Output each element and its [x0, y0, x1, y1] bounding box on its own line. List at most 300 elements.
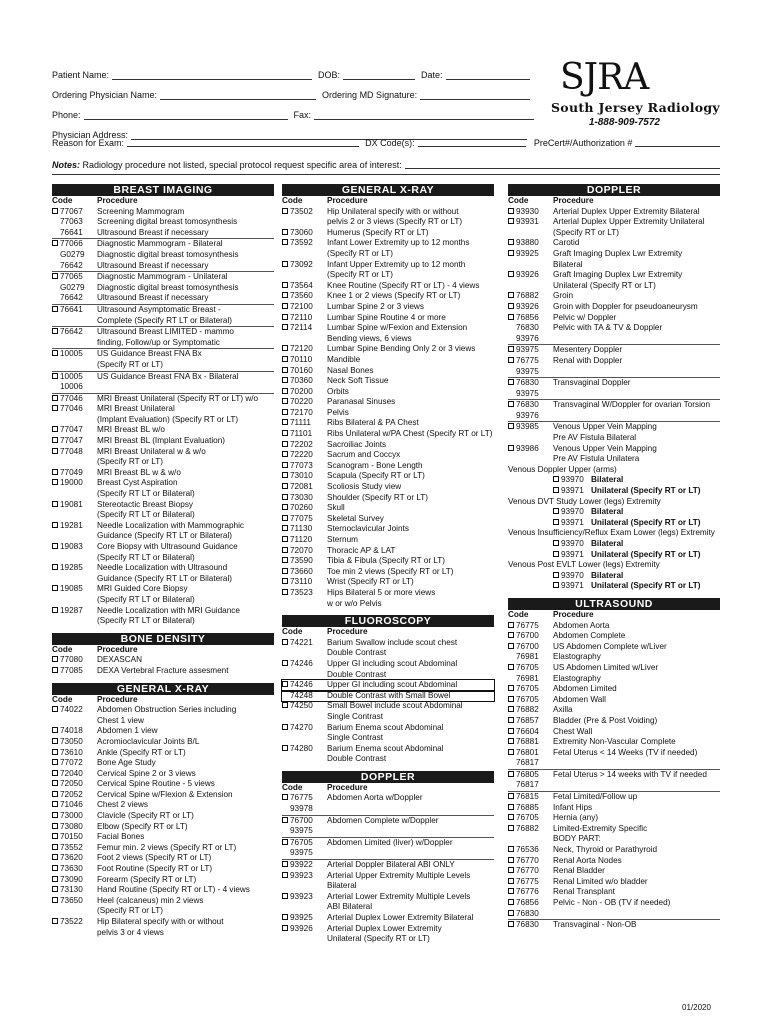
checkbox[interactable]: [52, 749, 58, 755]
procedure-name: Femur min. 2 views (Specify RT or LT): [97, 842, 237, 852]
procedure-name: MRI Breast BL w/o: [97, 425, 165, 435]
procedure-row: [52, 372, 274, 383]
checkbox[interactable]: [282, 639, 288, 645]
checkbox[interactable]: [508, 271, 514, 277]
procedure-code: [52, 372, 97, 383]
procedure-name: Lumbar Spine w/Fexion and Extension Bending views, 6 views: [327, 323, 468, 343]
checkbox[interactable]: [282, 377, 288, 383]
checkbox[interactable]: [52, 876, 58, 882]
checkbox[interactable]: [282, 356, 288, 362]
procedure-row: [52, 758, 274, 769]
checkbox[interactable]: [508, 749, 514, 755]
checkbox[interactable]: [282, 314, 288, 320]
checkbox[interactable]: [282, 229, 288, 235]
checkbox[interactable]: [508, 867, 514, 873]
procedure-name: [327, 804, 494, 815]
procedure-name: Scapula (Specify RT or LT): [327, 471, 425, 481]
checkbox[interactable]: [282, 589, 288, 595]
checkbox[interactable]: [52, 395, 58, 401]
procedure-row: [508, 345, 720, 356]
checkbox[interactable]: [52, 801, 58, 807]
code-value: 74022: [60, 705, 83, 715]
checkbox[interactable]: [508, 218, 514, 224]
procedure-code: [282, 588, 327, 609]
checkbox[interactable]: [508, 303, 514, 309]
checkbox[interactable]: [282, 303, 288, 309]
procedure-code: [508, 780, 553, 791]
checkbox[interactable]: [52, 656, 58, 662]
checkbox[interactable]: [52, 854, 58, 860]
checkbox[interactable]: [508, 814, 514, 820]
procedure-code: [282, 691, 327, 702]
checkbox[interactable]: [52, 306, 58, 312]
procedure-row: [508, 695, 720, 706]
procedure-row: [282, 291, 494, 302]
procedure-name: Renal Aorta Nodes: [553, 855, 622, 865]
checkbox[interactable]: [508, 825, 514, 831]
checkbox[interactable]: [508, 423, 514, 429]
code-value: 77080: [60, 655, 83, 665]
procedure-code: [282, 535, 327, 546]
procedure-code: [508, 758, 553, 769]
checkbox[interactable]: [282, 925, 288, 931]
date-field[interactable]: [446, 71, 530, 80]
procedure-code: [553, 539, 591, 550]
procedure-code: [553, 550, 591, 561]
checkbox[interactable]: [282, 282, 288, 288]
checkbox[interactable]: [282, 660, 288, 666]
checkbox[interactable]: [282, 451, 288, 457]
checkbox[interactable]: [508, 793, 514, 799]
code-value: 76770: [516, 855, 539, 865]
procedure-code: [553, 581, 591, 592]
checkbox[interactable]: [508, 346, 514, 352]
ordering-physician-field[interactable]: [160, 91, 316, 100]
checkbox[interactable]: [52, 844, 58, 850]
checkbox[interactable]: [52, 865, 58, 871]
code-value: 73092: [290, 259, 313, 269]
dob-field[interactable]: [343, 71, 415, 80]
checkbox[interactable]: [52, 585, 58, 591]
checkbox[interactable]: [508, 771, 514, 777]
patient-name-label: Patient Name:: [52, 70, 110, 80]
procedure-row: [508, 367, 720, 379]
procedure-row: [508, 792, 720, 803]
procedure-code: [52, 404, 97, 425]
procedure-code: [52, 500, 97, 521]
code-value: 93971: [561, 549, 584, 559]
checkbox[interactable]: [282, 872, 288, 878]
checkbox[interactable]: [52, 738, 58, 744]
checkbox[interactable]: [282, 914, 288, 920]
checkbox[interactable]: [52, 405, 58, 411]
notes-field-line-2[interactable]: [52, 174, 720, 175]
venous-exam-option: [508, 550, 720, 561]
procedure-name: Bilateral: [591, 507, 624, 517]
procedure-name: DEXASCAN: [97, 655, 143, 665]
checkbox[interactable]: [52, 812, 58, 818]
procedure-row: [52, 790, 274, 801]
column-header: [282, 627, 494, 638]
patient-header: [52, 60, 530, 140]
procedure-row: [52, 811, 274, 822]
procedure-row: [282, 793, 494, 804]
checkbox[interactable]: [52, 667, 58, 673]
procedure-name: Extremity Non-Vascular Complete: [553, 737, 676, 747]
procedure-name: Arterial Upper Extremity Multiple Levels Bilateral: [327, 870, 471, 891]
procedure-name: Cervical Spine 2 or 3 views: [97, 768, 196, 778]
checkbox[interactable]: [52, 886, 58, 892]
code-value: 77047: [60, 425, 83, 435]
procedure-row: [282, 503, 494, 514]
checkbox[interactable]: [282, 409, 288, 415]
checkbox[interactable]: [282, 724, 288, 730]
procedure-name: Cervical Spine Routine - 5 views: [97, 779, 215, 789]
checkbox[interactable]: [52, 897, 58, 903]
checkbox[interactable]: [508, 357, 514, 363]
checkbox[interactable]: [52, 706, 58, 712]
checkbox[interactable]: [508, 643, 514, 649]
checkbox[interactable]: [553, 540, 559, 546]
procedure-name: Scanogram - Bone Length: [327, 460, 423, 470]
checkbox[interactable]: [52, 780, 58, 786]
procedure-code: [508, 856, 553, 867]
code-header: Code: [52, 644, 73, 654]
procedure-row: [282, 871, 494, 892]
checkbox[interactable]: [282, 324, 288, 330]
procedure-name: Upper GI including scout Abdominal: [327, 680, 458, 690]
checkbox[interactable]: [508, 401, 514, 407]
checkbox[interactable]: [508, 314, 514, 320]
procedure-name: Ultrasound Asymptomatic Breast - Complete (Specify RT LT or Bilateral): [97, 304, 232, 325]
code-value: 73523: [290, 587, 313, 597]
section-doppler: [282, 771, 494, 945]
checkbox[interactable]: [508, 888, 514, 894]
checkbox[interactable]: [282, 568, 288, 574]
code-value: 77067: [60, 206, 83, 216]
checkbox[interactable]: [52, 373, 58, 379]
procedure-row: [52, 436, 274, 447]
checkbox[interactable]: [282, 419, 288, 425]
code-value: 76775: [516, 355, 539, 365]
sjra-logo: [530, 58, 720, 128]
procedure-code: [52, 327, 97, 348]
procedure-code: [282, 567, 327, 578]
checkbox[interactable]: [282, 681, 288, 687]
code-value: 76882: [516, 705, 539, 715]
phone-field[interactable]: [84, 111, 288, 120]
procedure-code: [52, 217, 97, 228]
code-value: 93978: [290, 804, 313, 814]
checkbox[interactable]: [282, 817, 288, 823]
code-value: 72040: [60, 768, 83, 778]
checkbox[interactable]: [52, 522, 58, 528]
procedure-code: [52, 726, 97, 737]
checkbox[interactable]: [508, 622, 514, 628]
checkbox[interactable]: [508, 696, 514, 702]
checkbox[interactable]: [52, 727, 58, 733]
code-value: 77085: [60, 665, 83, 675]
procedure-code: [282, 366, 327, 377]
checkbox[interactable]: [282, 794, 288, 800]
checkbox[interactable]: [508, 910, 514, 916]
checkbox[interactable]: [52, 759, 58, 765]
checkbox[interactable]: [508, 717, 514, 723]
procedure-code: [52, 468, 97, 479]
procedure-name: Abdomen Limited (liver) w/Doppler: [327, 837, 453, 847]
checkbox[interactable]: [553, 519, 559, 525]
procedure-name: Clavicle (Specify RT or LT): [97, 811, 194, 821]
procedure-name: Humerus (Specify RT or LT): [327, 227, 429, 237]
checkbox[interactable]: [52, 273, 58, 279]
code-value: 93971: [561, 486, 584, 496]
procedure-row: [282, 344, 494, 355]
procedure-code: [508, 378, 553, 389]
procedure-name: MRI Guided Core Biopsy (Specify RT LT or Bilateral): [97, 584, 195, 604]
procedure-row: [282, 323, 494, 344]
checkbox[interactable]: [508, 921, 514, 927]
procedure-row: [508, 877, 720, 888]
code-value: G0279: [60, 282, 85, 292]
procedure-name: Mandible: [327, 354, 361, 364]
checkbox[interactable]: [52, 479, 58, 485]
procedure-name: Screening digital breast tomosynthesis: [97, 217, 238, 227]
procedure-name: Pelvic - Non - OB (TV if needed): [553, 898, 671, 907]
patient-name-field[interactable]: [112, 71, 312, 80]
checkbox[interactable]: [52, 437, 58, 443]
procedure-row: [508, 323, 720, 334]
checkbox[interactable]: [282, 345, 288, 351]
procedure-row: [282, 387, 494, 398]
checkbox[interactable]: [508, 445, 514, 451]
checkbox[interactable]: [52, 208, 58, 214]
code-value: 73130: [60, 885, 83, 895]
checkbox[interactable]: [282, 525, 288, 531]
checkbox[interactable]: [52, 564, 58, 570]
notes-field[interactable]: [405, 160, 720, 169]
checkbox[interactable]: [282, 547, 288, 553]
checkbox[interactable]: [282, 208, 288, 214]
code-value: 93976: [516, 333, 539, 343]
procedure-name: Infant Lower Extremity up to 12 months (Specify RT or LT): [327, 238, 470, 258]
checkbox[interactable]: [282, 388, 288, 394]
procedure-name: Groin with Doppler for pseudoaneurysm: [553, 301, 698, 311]
procedure-row: [52, 217, 274, 228]
procedure-name: [553, 780, 720, 791]
procedure-row: [282, 723, 494, 744]
section-breast-imaging: [52, 184, 274, 627]
checkbox[interactable]: [52, 469, 58, 475]
checkbox[interactable]: [508, 804, 514, 810]
procedure-code: [282, 838, 327, 849]
procedure-header: Procedure: [553, 196, 594, 205]
checkbox[interactable]: [553, 508, 559, 514]
checkbox[interactable]: [282, 515, 288, 521]
checkbox[interactable]: [508, 706, 514, 712]
checkbox[interactable]: [282, 462, 288, 468]
procedure-code: [508, 898, 553, 909]
procedure-code: [282, 701, 327, 722]
checkbox[interactable]: [52, 770, 58, 776]
procedure-name: Mesentery Doppler: [553, 345, 623, 355]
checkbox[interactable]: [52, 833, 58, 839]
checkbox[interactable]: [508, 846, 514, 852]
checkbox[interactable]: [282, 557, 288, 563]
checkbox[interactable]: [282, 839, 288, 845]
code-value: 73610: [60, 747, 83, 757]
procedure-row: [508, 291, 720, 302]
checkbox[interactable]: [282, 483, 288, 489]
checkbox[interactable]: [508, 878, 514, 884]
checkbox[interactable]: [282, 472, 288, 478]
checkbox[interactable]: [282, 745, 288, 751]
procedure-row: [508, 909, 720, 921]
checkbox[interactable]: [282, 367, 288, 373]
procedure-row: [52, 843, 274, 854]
procedure-row: [282, 860, 494, 871]
checkbox[interactable]: [52, 823, 58, 829]
procedure-row: [508, 674, 720, 685]
procedure-name: Abdomen Limited: [553, 684, 617, 694]
procedure-name: Neck Soft Tissue: [327, 376, 389, 386]
procedure-row: [52, 404, 274, 425]
procedure-row: [52, 542, 274, 563]
checkbox[interactable]: [508, 738, 514, 744]
checkbox[interactable]: [52, 607, 58, 613]
checkbox[interactable]: [52, 918, 58, 924]
code-value: 76830: [516, 908, 539, 918]
procedure-code: [508, 217, 553, 238]
procedure-row: [508, 378, 720, 389]
checkbox[interactable]: [508, 632, 514, 638]
code-value: 93971: [561, 581, 584, 591]
checkbox[interactable]: [52, 350, 58, 356]
code-value: 73060: [290, 227, 313, 237]
code-value: 76830: [516, 920, 539, 930]
procedure-code: [508, 291, 553, 302]
checkbox[interactable]: [553, 487, 559, 493]
procedure-name: Renal Transplant: [553, 887, 615, 897]
checkbox[interactable]: [553, 572, 559, 578]
procedure-row: [282, 313, 494, 324]
procedure-code: [553, 475, 591, 486]
procedure-code: [508, 887, 553, 898]
procedure-code: [52, 228, 97, 239]
procedure-row: [52, 853, 274, 864]
checkbox[interactable]: [508, 685, 514, 691]
procedure-row: [508, 249, 720, 270]
procedure-name: Ultrasound Breast if necessary: [97, 260, 209, 270]
checkbox[interactable]: [553, 551, 559, 557]
checkbox[interactable]: [282, 578, 288, 584]
checkbox[interactable]: [508, 899, 514, 905]
code-value: 70220: [290, 397, 313, 407]
dx-codes-field[interactable]: [418, 138, 526, 147]
checkbox[interactable]: [282, 239, 288, 245]
checkbox[interactable]: [282, 261, 288, 267]
checkbox[interactable]: [282, 441, 288, 447]
procedure-code: [282, 450, 327, 461]
code-value: 77046: [60, 404, 83, 414]
procedure-code: [52, 779, 97, 790]
procedure-row: [52, 207, 274, 218]
fax-field[interactable]: [314, 111, 534, 120]
checkbox[interactable]: [508, 857, 514, 863]
checkbox[interactable]: [282, 893, 288, 899]
checkbox[interactable]: [508, 379, 514, 385]
checkbox[interactable]: [282, 504, 288, 510]
checkbox[interactable]: [508, 239, 514, 245]
procedure-row: [282, 838, 494, 849]
procedure-name: Toe min 2 views (Specify RT or LT): [327, 566, 454, 576]
procedure-code: [52, 261, 97, 272]
code-value: 72202: [290, 439, 313, 449]
checkbox[interactable]: [282, 861, 288, 867]
checkbox[interactable]: [52, 426, 58, 432]
procedure-code: [282, 482, 327, 493]
checkbox[interactable]: [52, 501, 58, 507]
checkbox[interactable]: [282, 398, 288, 404]
code-value: 93985: [516, 422, 539, 432]
checkbox[interactable]: [282, 536, 288, 542]
checkbox[interactable]: [282, 702, 288, 708]
procedure-name: US Abdomen Complete w/Liver: [553, 641, 667, 651]
procedure-code: [508, 444, 553, 465]
checkbox[interactable]: [52, 240, 58, 246]
code-value: 19083: [60, 542, 83, 551]
procedure-name: Tibia & Fibula (Specify RT or LT): [327, 556, 445, 566]
checkbox[interactable]: [508, 208, 514, 214]
procedure-code: [52, 811, 97, 822]
procedure-row: [282, 892, 494, 913]
checkbox[interactable]: [282, 430, 288, 436]
code-value: 77049: [60, 467, 83, 477]
procedure-code: [282, 804, 327, 815]
reason-field[interactable]: [127, 138, 359, 147]
checkbox[interactable]: [52, 448, 58, 454]
checkbox[interactable]: [282, 292, 288, 298]
precert-field[interactable]: [635, 138, 720, 147]
checkbox[interactable]: [282, 494, 288, 500]
checkbox[interactable]: [553, 476, 559, 482]
checkbox[interactable]: [52, 791, 58, 797]
md-signature-field[interactable]: [420, 91, 530, 100]
code-value: 71130: [290, 524, 313, 534]
checkbox[interactable]: [52, 328, 58, 334]
procedure-code: [508, 920, 553, 931]
procedure-row: [508, 631, 720, 642]
notes-row: [52, 160, 720, 170]
code-header: Code: [52, 196, 73, 205]
venous-exam-option: [508, 518, 720, 529]
checkbox[interactable]: [553, 582, 559, 588]
checkbox[interactable]: [508, 664, 514, 670]
column-header: [52, 196, 274, 207]
procedure-code: [282, 556, 327, 567]
procedure-name: Renal Bladder: [553, 866, 605, 876]
checkbox[interactable]: [508, 292, 514, 298]
checkbox[interactable]: [508, 728, 514, 734]
code-value: 73110: [290, 577, 313, 587]
code-value: 74221: [290, 637, 313, 647]
procedure-name: Double Contrast with Small Bowel: [327, 690, 451, 700]
logo-phone: 1-888-909-7572: [588, 117, 660, 128]
procedure-code: [553, 486, 591, 497]
checkbox[interactable]: [52, 543, 58, 549]
procedure-name: MRI Breast Unilateral (Specify RT or LT) w/o: [97, 393, 259, 403]
checkbox[interactable]: [508, 250, 514, 256]
procedure-name: Unilateral (Specify RT or LT): [591, 549, 701, 559]
